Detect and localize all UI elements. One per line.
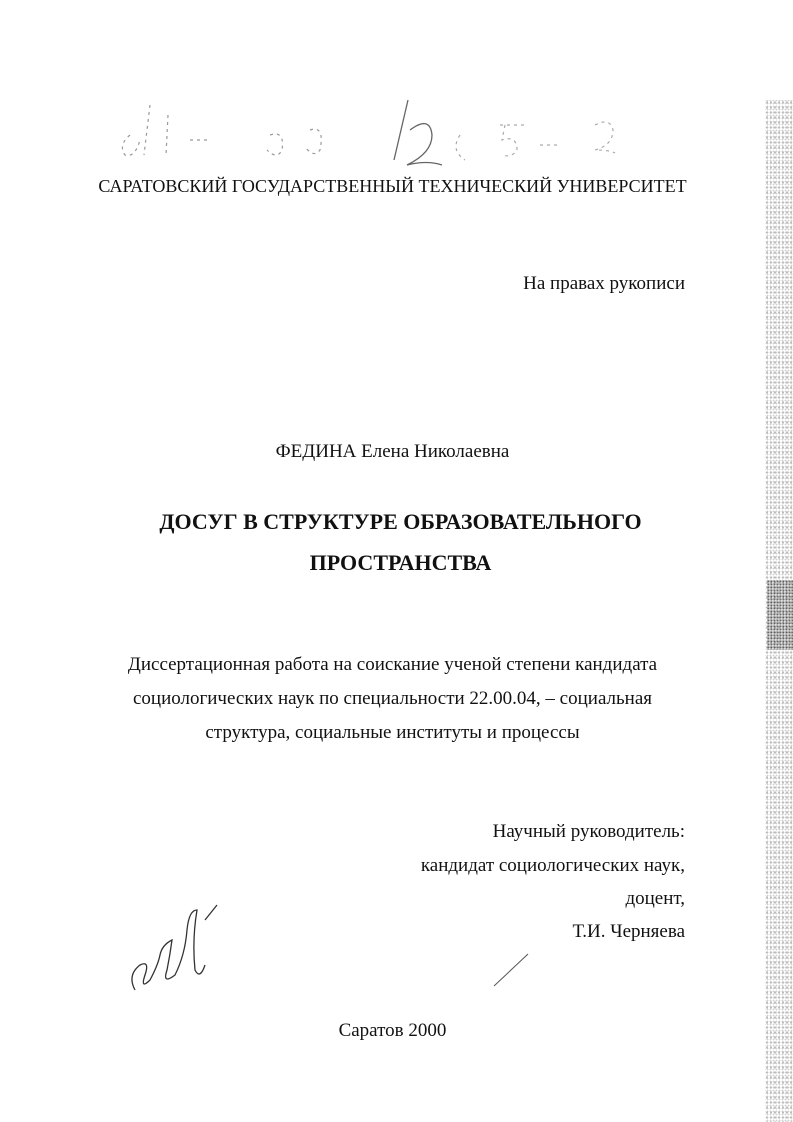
thesis-title-line-2: ПРОСТРАНСТВА (309, 550, 492, 575)
author-signature (120, 895, 230, 1005)
supervisor-degree: кандидат социологических наук, (420, 855, 685, 876)
supervisor-title: доцент, (625, 888, 685, 909)
handwritten-catalog-number (110, 95, 670, 175)
description-line-3: структура, социальные институты и процессы (205, 722, 580, 743)
manuscript-note: На правах рукописи (523, 273, 685, 294)
place-and-year: Саратов 2000 (338, 1020, 447, 1041)
supervisor-label: Научный руководитель: (492, 821, 685, 842)
supervisor-name: Т.И. Черняева (572, 921, 685, 942)
description-line-1: Диссертационная работа на соискание ученой степени кандидата (127, 654, 658, 675)
description-line-2: социологических наук по специальности 22.00.04, – социальная (132, 688, 653, 709)
author-name: ФЕДИНА Елена Николаевна (275, 441, 510, 462)
pen-stroke-mark (492, 950, 532, 990)
scan-edge-dark-patch (767, 580, 793, 650)
university-name: САРАТОВСКИЙ ГОСУДАРСТВЕННЫЙ ТЕХНИЧЕСКИЙ УНИВЕРСИТЕТ (98, 176, 687, 196)
thesis-title-line-1: ДОСУГ В СТРУКТУРЕ ОБРАЗОВАТЕЛЬНОГО (159, 509, 642, 534)
